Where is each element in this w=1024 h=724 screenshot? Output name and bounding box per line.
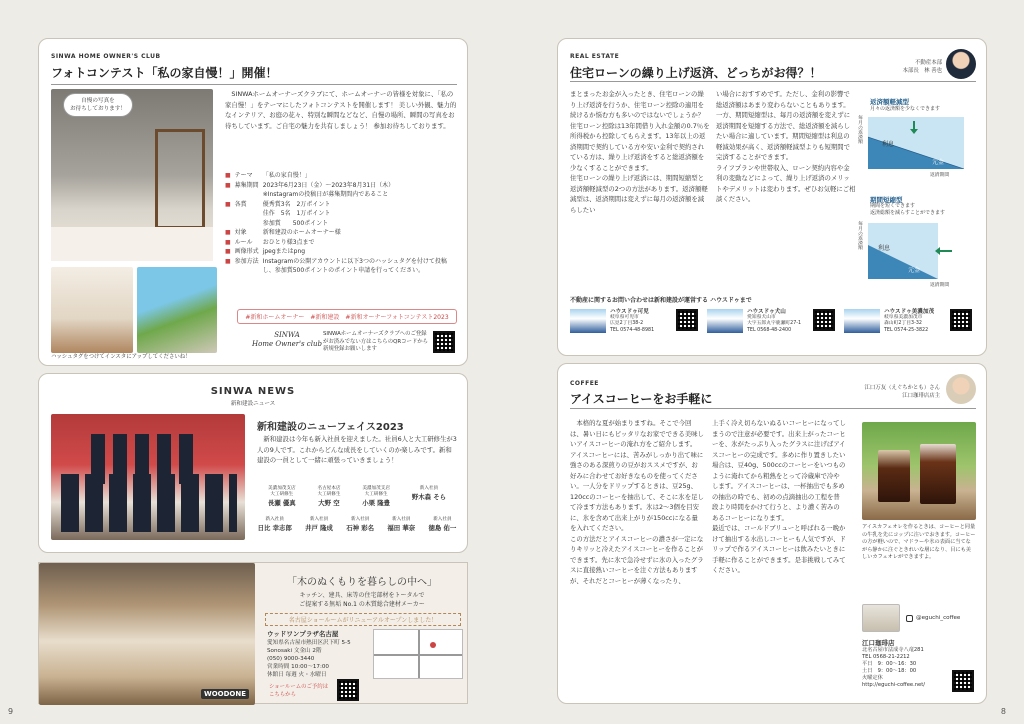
speech-bubble: 自慢の写真を お待ちしております！ (63, 93, 133, 117)
contest-intro: SINWAホームオーナーズクラブにて、ホームオーナーの皆様を対象に、「私の家自慢！」をテーマにしたフォトコンテストを開催します！ 美しい外観、魅力的なインテリア、お庭の花々、特別な瞬間などなど、自慢の場所、瞬間の写真をお待ちしています。ご自宅の魅力を共有しましょう！ 参加お待ちしております。 (225, 90, 457, 130)
staff-role: 美濃加茂支店 大工研修生 (268, 486, 296, 497)
ad-headline: 「木のぬくもりを暮らしの中へ」 (287, 577, 437, 588)
counter (51, 227, 213, 261)
staff-role: 新入社員 (419, 486, 439, 491)
shop-entry-addr: 岐阜県可児市 広見2丁目38-2 TEL 0574-48-8981 (610, 315, 655, 333)
spec-label: 画像形式 (234, 248, 259, 255)
hashtag-box: #新和ホームオーナー #新和建設 #新和オーナーフォトコンテスト2023 (237, 309, 457, 324)
reservation-qr[interactable] (337, 679, 359, 701)
spec-row (225, 257, 457, 276)
club-logo: SINWA Home Owner's club (252, 331, 322, 348)
shop-entry (707, 307, 839, 337)
spec-bullet: ■ (225, 229, 231, 236)
shop-entry-name: ハウスドゥ犬山 (747, 309, 786, 315)
staff-role: 美濃加茂支店 大工研修生 (362, 486, 390, 497)
staff-entry (317, 486, 340, 507)
staff-row-2 (251, 517, 463, 532)
news-headline: 新和建設のニューフェイス2023 (257, 422, 404, 433)
spec-row (225, 238, 457, 248)
staff-entry (387, 517, 415, 532)
staff-name: 大野 空 (318, 499, 340, 507)
woodone-ad (38, 562, 468, 704)
chart1-interest: 利息 (882, 141, 895, 148)
chart2-interest: 利息 (878, 245, 891, 252)
photo-caption: ハッシュタグをつけてインスタにアップしてくださいね！ (51, 354, 191, 360)
coffee-author: 江口万友（えぐちかとも）さん 江口珈琲店店主 (864, 385, 940, 399)
registration-qr[interactable] (433, 331, 455, 353)
ad-qr-label: ショールームのご予約は こちらから (269, 684, 329, 698)
instagram-handle[interactable]: @eguchi_coffee (916, 615, 961, 621)
staff-entry (258, 517, 292, 532)
people-row-front (61, 474, 237, 532)
coffee-shop-name: 江口珈琲店 (862, 639, 895, 647)
coffee-divider (570, 408, 976, 409)
spec-bullet: ■ (225, 257, 231, 265)
chart2-principal: 元金 (908, 267, 921, 274)
shop-entry-name: ハウスドゥ可児 (610, 309, 649, 315)
staff-role: 新入社員 (433, 517, 452, 522)
shop-entry-addr: 愛知県犬山市 大字五郎丸字鹿瀬町27-1 TEL 0568-48-2400 (747, 315, 802, 333)
coffee-qr[interactable] (952, 670, 974, 692)
shop-list (570, 307, 976, 337)
loan-divider (570, 81, 976, 82)
staff-name: 石神 彩名 (346, 524, 375, 532)
spec-value: 「私の家自慢！」 (262, 172, 311, 179)
staff-entry (412, 486, 446, 507)
page-number-left: 9 (8, 707, 14, 716)
shop-photo (844, 309, 880, 333)
instagram-icon (906, 615, 913, 622)
staff-name: 福田 華奈 (387, 524, 416, 532)
chart2-title: 期間短縮型 (870, 196, 903, 204)
instagram-thumb (862, 604, 900, 632)
spec-value: 新和建設のホームオーナー様 (262, 229, 341, 236)
shop-entry-name: ハウスドゥ美濃加茂 (884, 309, 935, 315)
shop-entry (844, 307, 976, 337)
staff-entry (346, 517, 374, 532)
spec-value: おひとり様3点まで (262, 238, 315, 246)
staff-name: 徳島 佑一 (428, 524, 457, 532)
shop-entry-addr: 岐阜県美濃加茂市 森山町2丁目3-32 TEL 0574-25-3822 (884, 315, 929, 333)
news-body: 新和建設は今年も新入社員を迎えました。社員6人と大工研修生が3人の9人です。これからどんな成長をしていくのか楽しみです。新和建設の一員として一緒に頑張っていきましょう！ (257, 435, 457, 464)
spec-row (225, 171, 457, 181)
shop-qr[interactable] (813, 309, 835, 331)
loan-card (557, 38, 987, 356)
staff-name: 長瀬 優真 (267, 499, 296, 507)
shelf (155, 129, 205, 229)
chart1-xlabel: 返済期間 (930, 173, 950, 178)
group-photo (51, 414, 245, 540)
showroom-photo (39, 563, 255, 705)
spec-bullet: ■ (225, 181, 231, 189)
brand-logo: WOODONE (201, 689, 249, 699)
staff-name: 野木森 そら (411, 493, 447, 501)
shop-photo (570, 309, 606, 333)
map-diagram (373, 629, 463, 679)
staff-row-1 (257, 486, 457, 507)
shop-name: ウッドワンプラザ名古屋 (267, 630, 339, 638)
chart1-ylabel: 毎月の返済額 (857, 115, 862, 144)
spec-row (225, 181, 457, 200)
loan-col1: まとまったお金が入ったとき、住宅ローンの繰り上げ返済を行うか、住宅ローン控除の適用を続けるか悩む方も多いのではないでしょうか？ 住宅ローン控除は13年間借り入れ金額の0.7％を所得税から控除してもらえます。13年以上の返済期間で契約している方や安い金利で契約されている方は、繰り上げ返済をすると総返済額を少なくすることができます。 住宅ローンの繰り上げ返済には、期間短縮型と返済額軽減型の2つの方法があります。返済額軽減型は、返済期間は変えずに毎月の返済額を減らしたい (570, 90, 710, 214)
staff-role: 新入社員 (350, 517, 370, 522)
chart1-sub: 月々の返済額を少なくできます (870, 106, 941, 112)
news-card (38, 373, 468, 553)
shop-photo (707, 309, 743, 333)
coffee-title: アイスコーヒーをお手軽に (570, 392, 713, 406)
chart2-xlabel: 返済期間 (930, 283, 950, 288)
ad-sub: キッチン、建具、床等の住宅部材をトータルで ご提案する無垢 No.1 の木質総合建材メーカー (299, 592, 425, 608)
staff-entry (305, 517, 333, 532)
spec-label: 参加方法 (234, 257, 259, 265)
photo-contest-eyebrow: SINWA HOME OWNER'S CLUB (51, 53, 161, 60)
news-title: SINWA NEWS (210, 386, 296, 397)
page-number-right: 8 (1000, 707, 1006, 716)
chart1-principal: 元金 (932, 159, 945, 166)
loan-author: 不動産本部 本部長 林 善也 (902, 60, 942, 74)
spec-value: 優秀賞3名 2万ポイント 佳作 5名 1万ポイント 参加賞 500ポイント (262, 200, 331, 227)
ad-notice: 名古屋ショールームがリニューアルオープンしました！ (265, 613, 461, 626)
coffee-col1: 本格的な夏が始まりますね。そこで今回は、暑い日にもピッタリなお家でできる美味しいアイスコーヒーの淹れ方をご紹介します。 アイスコーヒーには、苦みがしっかり出て味に強さのある深煎りの豆がおススメですが、お好みに合わせてお好きなものを使ってください。一人分をドリップするときは、豆25g、120ccのコーヒーを抽出して、そこに氷を足して冷ます方法もあります。氷は2～3個を目安に、氷を含めて出来上がりが150ccになる量を入れてください。 この方法だとアイスコーヒーの濃さが一定になりキリッと冷えたアイスコーヒーを作ることができます。先に氷で急冷せずに氷の入ったグラスに直接熱いコーヒーを注ぐ方法もありますが、それだとコーヒーが薄くなったり、 (570, 419, 704, 585)
map-pin-icon (430, 642, 436, 648)
photo-contest-card (38, 38, 468, 366)
staff-entry (268, 486, 296, 507)
spec-bullet: ■ (225, 172, 231, 179)
iced-coffee-photo (862, 422, 976, 520)
loan-eyebrow: REAL ESTATE (570, 53, 620, 60)
shop-entry (570, 307, 702, 337)
exterior-photo (137, 267, 217, 353)
qr-note: SINWAホームオーナーズクラブへのご登録がお済みでない方はこちらのQRコードから新規登録お願いします (323, 331, 429, 352)
staff-name: 日比 幸志郎 (257, 524, 292, 532)
coffee-author-avatar (946, 374, 976, 404)
contest-specs (225, 171, 457, 276)
loan-col2: い場合におすすめです。ただし、金利の影響で総返済額はあまり変わらないこともあります。 一方、期間短縮型は、毎月の返済額を変えずに返済期間を短縮する方法で、総返済額を減らしたい場合に適しています。期間短縮型は利息の軽減効果が高く、返済額軽減型よりも短期間で完済することができます。 ライフプランや世帯収入、ローン契約内容や金利の変動などによって、繰り上げ返済のメリットやデメリットは変わります。ぜひお気軽にご相談ください。 (716, 90, 856, 203)
staff-role: 名古屋本店 大工研修生 (317, 486, 341, 497)
glass-right (920, 444, 956, 504)
spec-value: 2023年6月23日（金）～2023年8月31日（木） ※Instagramの投稿日が募集期間内であること (262, 181, 395, 198)
spec-row (225, 228, 457, 238)
spec-label: 募集期間 (234, 181, 259, 189)
spec-row (225, 247, 457, 257)
spec-label: ルール (234, 238, 253, 246)
chart2-ylabel: 毎月の返済額 (857, 221, 862, 250)
spec-label: 対象 (234, 229, 247, 236)
loan-title: 住宅ローンの繰り上げ返済、どっちがお得？！ (570, 66, 822, 80)
map-road-v (418, 630, 420, 678)
photo-contest-title: フォトコンテスト「私の家自慢！」開催！ (51, 64, 457, 85)
staff-role: 新入社員 (309, 517, 329, 522)
spec-value: Instagramの公開アカウントに以下3つのハッシュタグを付けて投稿し、参加賞500ポイントのポイント申請を行ってください。 (262, 257, 447, 274)
shop-details: 愛知県名古屋市熱田区沢下町 5-5 Sonosaki 文金山 2階 (050) 9000-3440 営業時間 10:00～17:00 休館日 毎週 火・水曜日 (267, 640, 351, 678)
spec-bullet: ■ (225, 248, 231, 255)
loan-contact: 不動産に関するお問い合わせは新和建設が運営する ハウスドゥまで (570, 297, 752, 304)
staff-role: 新入社員 (392, 517, 411, 522)
staff-entry (362, 486, 390, 507)
chart2-sub: 期間を短くできます 返済総額を減らすことができます (870, 203, 946, 216)
staff-role: 新入社員 (265, 517, 284, 522)
living-room-photo (51, 267, 133, 353)
chart1-title: 返済額軽減型 (870, 98, 909, 106)
staff-entry (428, 517, 456, 532)
author-avatar (946, 49, 976, 79)
spec-row (225, 200, 457, 229)
spec-bullet: ■ (225, 238, 231, 246)
spec-label: 各賞 (234, 200, 247, 208)
coffee-eyebrow: COFFEE (570, 380, 599, 387)
coffee-col2: 上手く冷え切らないぬるいコーヒーになってしまうので注意が必要です。出来上がったコーヒーを、氷がたっぷり入ったグラスに注げばアイスコーヒーの完成です。多めに作り置きしたい場合は、豆40g、500ccのコーヒーをいつものように淹れてから粗熱をとって冷蔵庫で冷やします。アイスコーヒーは、一杯抽出でも多めの抽出の時でも、初めの点滴抽出の工程を普段より時間をかけて行うと、より濃く苦みのあるコーヒーになります。 最近では、コールドブリューと呼ばれる一晩かけて抽出する水出しコーヒーも人気ですが、ドリップで作るアイスコーヒーは飲みたいときに手軽に作ることができます。是非挑戦してみてください。 (712, 419, 846, 574)
staff-name: 小栗 隆豊 (362, 499, 391, 507)
shop-qr[interactable] (950, 309, 972, 331)
spec-value: jpegまたはpng (262, 248, 306, 255)
news-subtitle: 新和建設ニュース (230, 401, 276, 407)
staff-name: 井戸 隆成 (305, 524, 333, 532)
photo-caption-coffee: アイスカフェオレを作るときは、コーヒーと同量の牛乳を先にコップに注いでおきます。コーヒーの方が軽いので、マドラーや氷の表面に当てながら静かに注ぐときれいな層になり、目にも美しいカフェオレができますよ。 (862, 524, 976, 561)
shop-qr[interactable] (676, 309, 698, 331)
spec-label: テーマ (234, 172, 253, 179)
spec-bullet: ■ (225, 200, 231, 208)
coffee-card (557, 363, 987, 704)
coffee-shop-info: 北名古屋市法成寺八竜281 TEL 0568-21-2212 平日 9：00～16：30 土日 9：00～18：00 火曜定休 http://eguchi-coffee.net/ (862, 647, 926, 688)
glass-left (878, 450, 910, 502)
